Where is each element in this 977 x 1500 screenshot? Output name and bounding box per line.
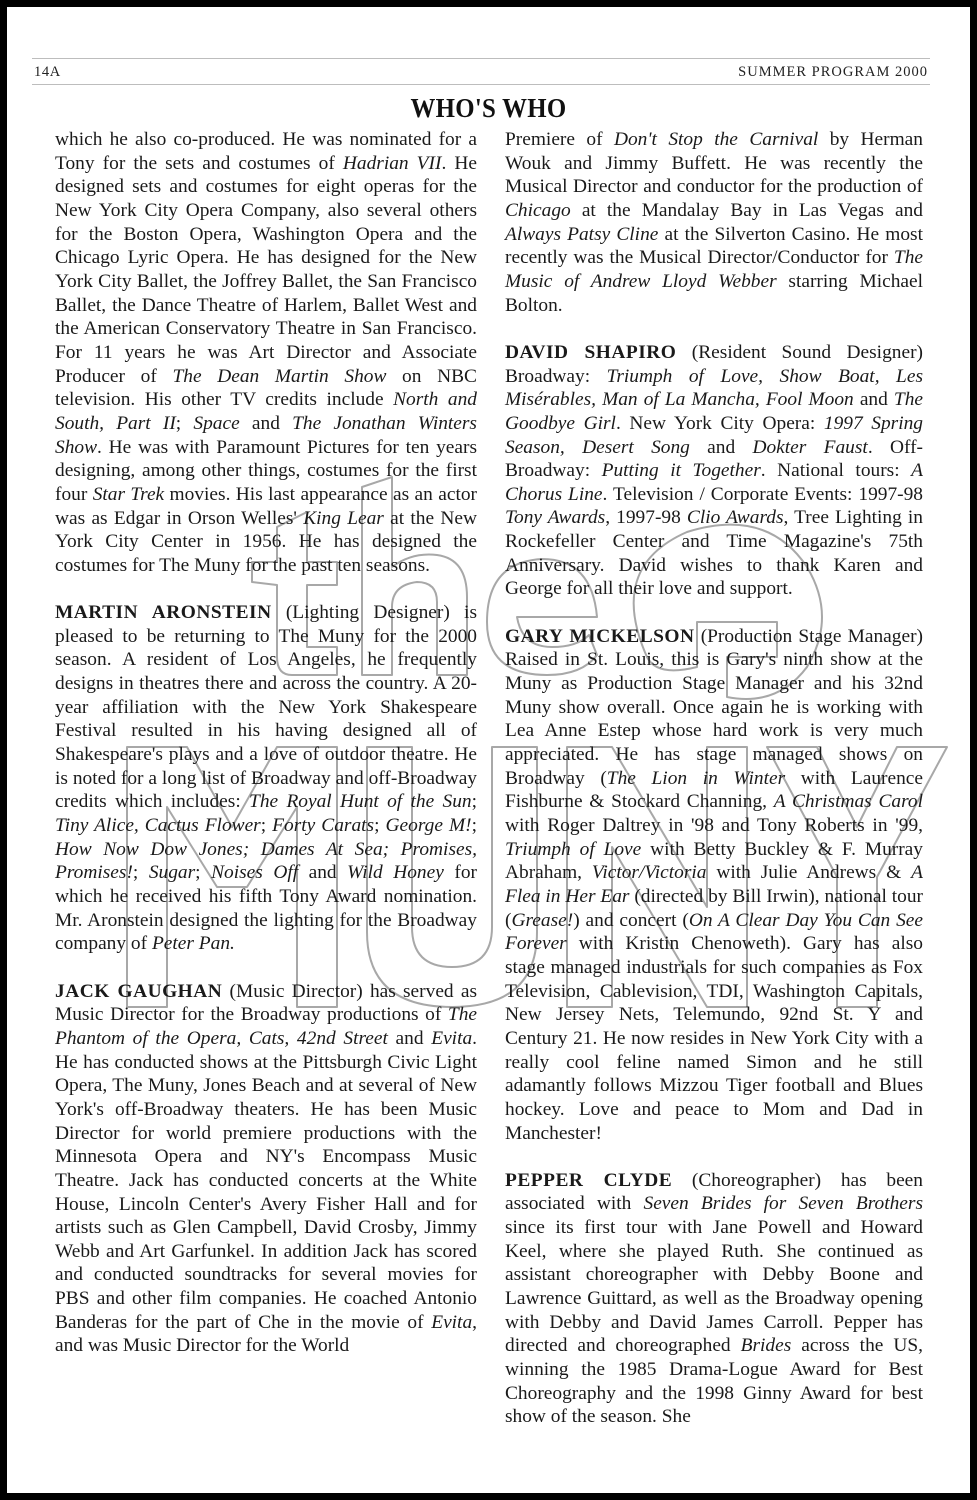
bio-text: ;: [471, 791, 477, 813]
bio-name: MARTIN ARONSTEIN: [55, 602, 272, 624]
page-title: WHO'S WHO: [410, 93, 567, 123]
italic-title-text: The Jonathan Winters Show: [55, 412, 477, 458]
bio-name: JACK GAUGHAN: [55, 980, 223, 1002]
bio-text: at the Silverton Casino. He most recently was the Musical Director/Conductor for: [505, 223, 923, 269]
bio-text: movies. His last appearance as an actor was as Edgar in Orson Welles': [55, 483, 477, 529]
italic-title-text: Forty Carats: [272, 815, 375, 837]
bio-text: . National tours:: [760, 460, 912, 482]
bio-jack-gaughan: [55, 980, 477, 1359]
italic-title-text: Seven Brides for Seven Brothers: [643, 1193, 923, 1215]
bio-text: (directed by Bill Irwin), national tour (: [505, 885, 923, 931]
bio-text: ;: [132, 862, 149, 884]
italic-title-text: A Chorus Line: [505, 460, 923, 505]
bio-text: across the US, winning the 1985 Drama-Logue Award for Best Choreography and the 1998 Ginny Award for best show of the season. She: [505, 1335, 923, 1428]
bio-text: (Production Stage Manager) Raised in St. Louis, this is Gary's ninth show at the Muny as Production Stage Manager and his 32nd Muny show overall. Once again he is working with Lea Anne Estep whose hard work is very much appreciated. He has stage managed shows on Broadway (: [505, 625, 924, 789]
bio-text: . Television / Corporate Events: 1997-98: [602, 483, 924, 505]
bio-text: . He has conducted shows at the Pittsburgh Civic Light Opera, The Muny, Jones Beach and at several of New York's off-Broadway theaters. He has been Music Director for world premiere productions with the Minnesota Opera and NY's Encompass Music Theatre. Jack has conducted concerts at the White House, Lincoln Center's Avery Fisher Hall and for artists such as Glen Campbell, David Crosby, Jimmy Webb and Art Garfunkel. In addition Jack has scored and conducted soundtracks for several movies for PBS and other film companies. He coached Antonio Banderas for the part of Che in the movie of: [55, 1027, 478, 1333]
italic-title-text: Dokter Faust: [752, 436, 868, 458]
bio-text: starring Michael Bolton.: [505, 270, 923, 316]
italic-title-text: Triumph of Love: [505, 838, 642, 860]
bio-text: and: [689, 436, 753, 458]
program-page: [7, 7, 970, 1493]
bio-continued: [55, 128, 477, 577]
bio-text: with Laurence Fishburne & Stockard Channing,: [505, 767, 924, 813]
bio-text: ;: [471, 815, 478, 837]
bio-text: (Resident Sound Designer) Broadway:: [505, 341, 923, 387]
bio-text: . He designed sets and costumes for eight operas for the New York City Opera Company, also several others for the Boston Opera, Washington Opera and the Chicago Lyric Opera. He has designed for the New York City Ballet, the Joffrey Ballet, the San Francisco Ballet, the Dance Theatre of Harlem, Ballet West and the American Conservatory Theatre in San Francisco. For 11 years he was Art Director and Associate Producer of: [55, 152, 477, 387]
right-column: [505, 128, 923, 1453]
italic-title-text: Brides: [740, 1335, 792, 1357]
publication-title: SUMMER PROGRAM 2000: [738, 64, 928, 80]
italic-title-text: On A Clear Day You Can See Forever: [505, 909, 923, 955]
italic-title-text: Space: [193, 412, 240, 434]
italic-title-text: Clio Awards: [686, 507, 784, 529]
italic-title-text: A Flea in Her Ear: [505, 862, 924, 907]
page-number: 14A: [34, 64, 61, 80]
italic-title-text: Evita: [431, 1027, 473, 1049]
bio-name: GARY MICKELSON: [505, 625, 695, 647]
bio-text: . He was with Paramount Pictures for ten years designing, among other things, costumes for the first four: [55, 436, 477, 505]
italic-title-text: A Christmas Carol: [773, 791, 924, 813]
bio-text: and: [387, 1027, 432, 1049]
bio-text: on NBC television. His other TV credits include: [55, 365, 477, 411]
bio-text: ;: [195, 862, 212, 884]
bio-martin-aronstein: [55, 601, 477, 956]
italic-title-text: Victor/Victoria: [591, 862, 707, 884]
italic-title-text: North and South, Part II: [55, 389, 477, 434]
bio-text: with Betty Buckley & F. Murray Abraham,: [505, 838, 923, 884]
bio-text: , Tree Lighting in Rockefeller Center and Time Magazine's 75th Anniversary. David wishes to thank Karen and George for all their love and support.: [505, 507, 923, 600]
bio-text: (Lighting Designer) is pleased to be returning to The Muny for the 2000 season. A resident of Los Angeles, he frequently designs in theatres there and across the country. A 20-year affiliation with the New York Shakespeare Festival resulted in his having designed all of Shakespeare's plays and a love of outdoor theatre. He is noted for a long list of Broadway and off-Broadway credits which includes:: [55, 602, 477, 813]
italic-title-text: Sugar: [148, 862, 196, 884]
bio-text: with Roger Daltrey in '98 and Tony Roberts in '99,: [505, 815, 923, 836]
bio-text: with Julie Andrews &: [706, 862, 912, 884]
bio-text: and: [298, 862, 348, 884]
italic-title-text: The Phantom of the Opera, Cats, 42nd Street: [55, 1004, 477, 1049]
italic-title-text: The Dean Martin Show: [172, 365, 387, 387]
italic-title-text: Peter Pan.: [151, 933, 235, 955]
bio-text: with Kristin Chenoweth). Gary has also stage managed industrials for such companies as Fox Television, Cablevision, TDI, Washington Capitals, New Jersey Nets, Telemundo, 92nd St. Y and Century 21. He now resides in New York City with a really cool feline named Simon and he still adamantly follows Mizzou Tiger football and Blues hockey. Love and peace to Mom and Dad in Manchester!: [505, 933, 923, 1144]
bio-text: which he also co-produced. He was nominated for a Tony for the sets and costumes of: [55, 129, 477, 174]
bio-text: (Choreographer) has been associated with: [505, 1169, 923, 1215]
bio-text: at the New York City Center in 1956. He has designed the costumes for The Muny for the past ten seasons.: [55, 507, 478, 576]
bio-gary-mickelson: [505, 625, 923, 1145]
italic-title-text: Putting it Together: [601, 460, 761, 482]
bio-text: , 1997-98: [605, 507, 687, 529]
bio-text: ;: [374, 815, 386, 837]
italic-title-text: The Royal Hunt of the Sun: [249, 791, 472, 813]
italic-title-text: How Now Dow Jones; Dames At Sea; Promises, Promises!: [55, 838, 477, 884]
italic-title-text: Noises Off: [211, 862, 299, 884]
bio-text: , and was Music Director for the World: [55, 1311, 477, 1357]
bio-text: and: [239, 412, 293, 434]
bio-text: by Herman Wouk and Jimmy Buffett. He was recently the Musical Director and conductor for the production of: [505, 129, 923, 198]
bio-text: for which he received his fifth Tony Award nomination. Mr. Aronstein designed the lighting for the Broadway company of: [55, 862, 477, 955]
italic-title-text: Chicago: [505, 199, 571, 221]
bio-text: Premiere of: [505, 129, 614, 150]
italic-title-text: The Lion in Winter: [606, 767, 786, 789]
bio-text: since its first tour with Jane Powell and Howard Keel, where she played Ruth. She continued as assistant choreographer with Debby Boone and Lawrence Guittard, as well as the Broadway opening with Debby and David James Carroll. Pepper has directed and choreographed: [505, 1217, 923, 1357]
italic-title-text: 1997 Spring Season, Desert Song: [505, 412, 923, 458]
italic-title-text: Evita: [431, 1311, 473, 1333]
italic-title-text: King Lear: [303, 507, 384, 529]
bio-name: PEPPER CLYDE: [505, 1169, 673, 1191]
italic-title-text: Triumph of Love, Show Boat, Les Misérables, Man of La Mancha, Fool Moon: [505, 365, 923, 411]
bio-david-shapiro: [505, 341, 923, 601]
running-header: [32, 58, 930, 85]
italic-title-text: Star Trek: [92, 483, 165, 505]
italic-title-text: Hadrian VII: [342, 152, 442, 174]
bio-text: . New York City Opera:: [615, 412, 824, 434]
bio-text: and: [853, 389, 894, 411]
italic-title-text: Wild Honey: [347, 862, 444, 884]
italic-title-text: Grease!: [511, 909, 574, 931]
bio-text: (Music Director) has served as Music Director for the Broadway productions of: [55, 980, 477, 1026]
bio-text: ) and concert (: [573, 909, 689, 931]
bio-pepper-clyde: [505, 1169, 923, 1429]
italic-title-text: The Goodbye Girl: [505, 389, 923, 434]
italic-title-text: Tony Awards: [505, 507, 606, 529]
bio-text: ;: [175, 412, 194, 434]
italic-title-text: George M!: [385, 815, 472, 837]
italic-title-text: Don't Stop the Carnival: [613, 129, 819, 150]
italic-title-text: The Music of Andrew Lloyd Webber: [505, 247, 923, 292]
italic-title-text: Tiny Alice, Cactus Flower: [55, 815, 261, 837]
bio-jack-gaughan-continued: [505, 128, 923, 317]
bio-text: . Off-Broadway:: [505, 436, 923, 482]
italic-title-text: Always Patsy Cline: [505, 223, 659, 245]
bio-name: DAVID SHAPIRO: [505, 341, 677, 363]
left-column: [55, 128, 477, 1382]
bio-text: at the Mandalay Bay in Las Vegas and: [570, 199, 923, 221]
bio-text: ;: [260, 815, 273, 837]
